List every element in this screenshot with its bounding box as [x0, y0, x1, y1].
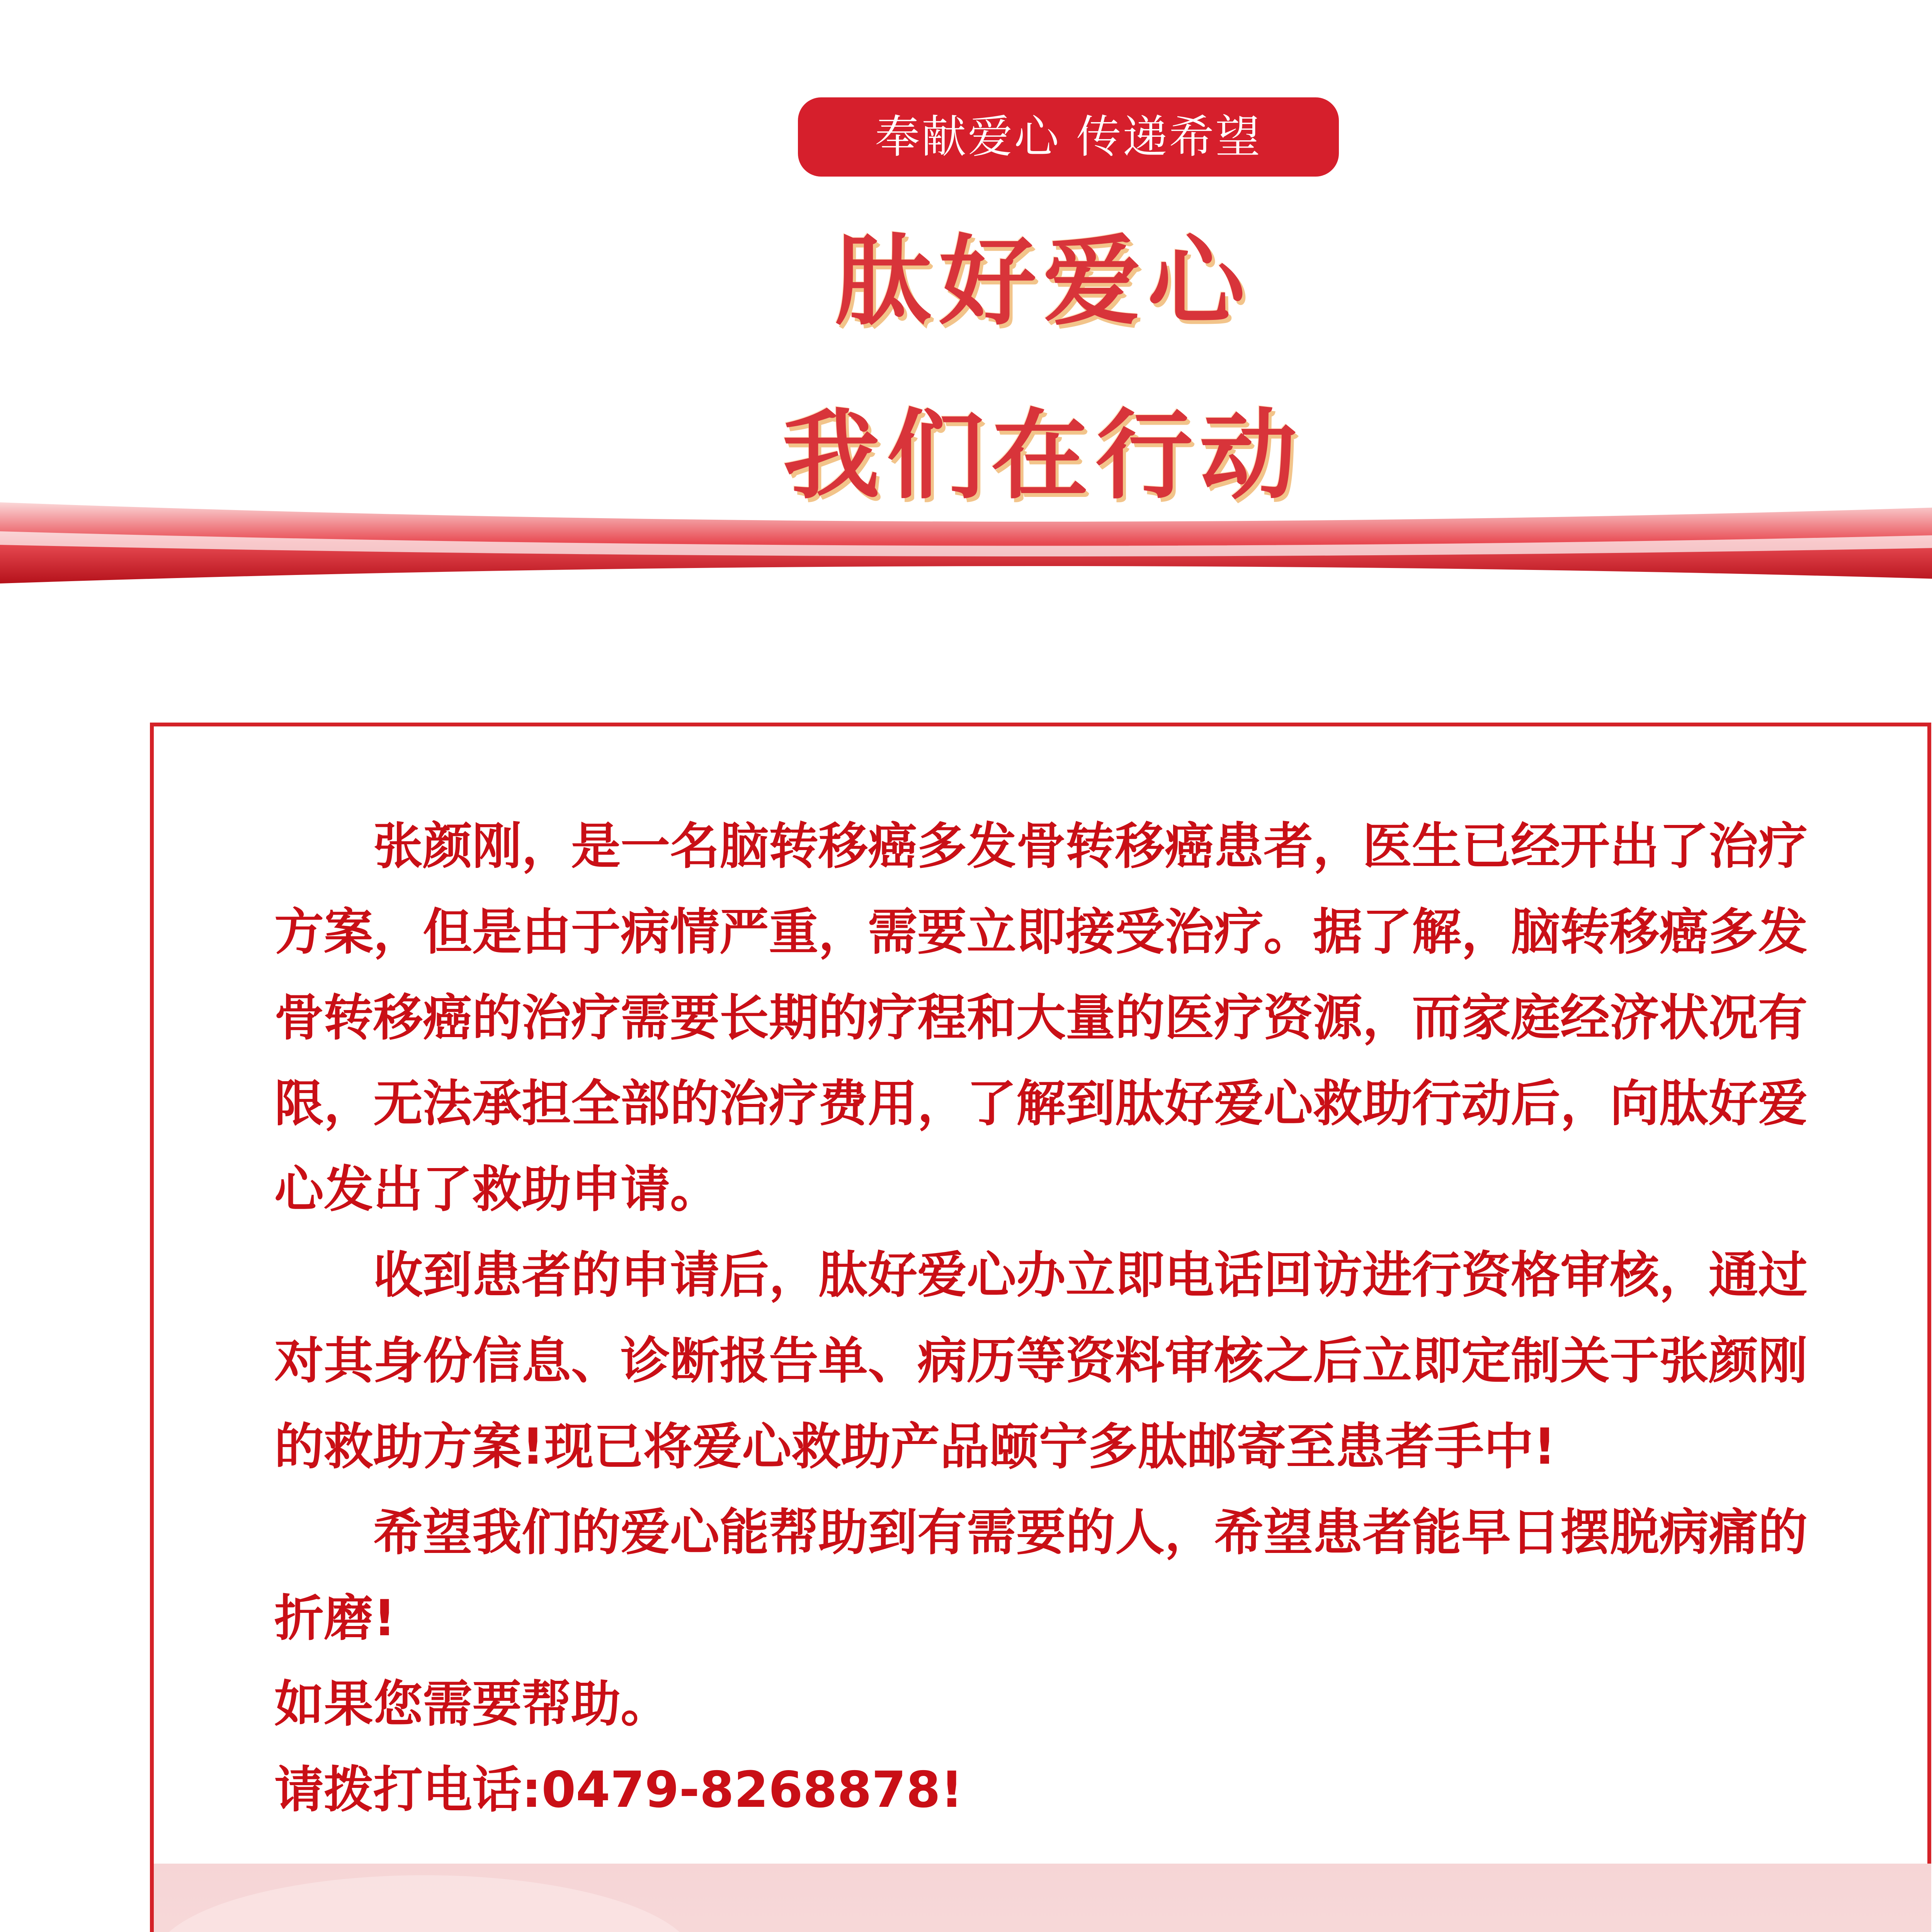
story-paragraph-3: 希望我们的爱心能帮助到有需要的人，希望患者能早日摆脱病痛的折磨! — [274, 1504, 1808, 1647]
headline-line2: 我们在行动 — [782, 399, 1304, 512]
banner-artwork — [154, 1864, 1931, 1932]
story-paragraph-1: 张颜刚，是一名脑转移癌多发骨转移癌患者，医生已经开出了治疗方案，但是由于病情严重，需要立即接受治疗。据了解，脑转移癌多发骨转移癌的治疗需要长期的疗程和大量的医疗资源，而家庭经济状况有限，无法承担全部的治疗费用，了解到肽好爱心救助行动后，向肽好爱心发出了救助申请。 — [274, 818, 1808, 1218]
phone-line: 请拨打电话:0479-8268878! — [274, 1761, 963, 1819]
story-paragraph-2: 收到患者的申请后，肽好爱心办立即电话回访进行资格审核，通过对其身份信息、诊断报告单、病历等资料审核之后立即定制关于张颜刚的救助方案!现已将爱心救助产品颐宁多肽邮寄至患者手中! — [274, 1247, 1808, 1476]
headline-line1: 肽好爱心 — [834, 225, 1252, 338]
header-wave-divider — [0, 495, 1932, 611]
charity-banner — [154, 1864, 1931, 1932]
help-line: 如果您需要帮助。 — [274, 1675, 670, 1733]
slogan-pill: 奉献爱心 传递希望 — [798, 97, 1339, 177]
story-text — [274, 804, 1835, 1833]
